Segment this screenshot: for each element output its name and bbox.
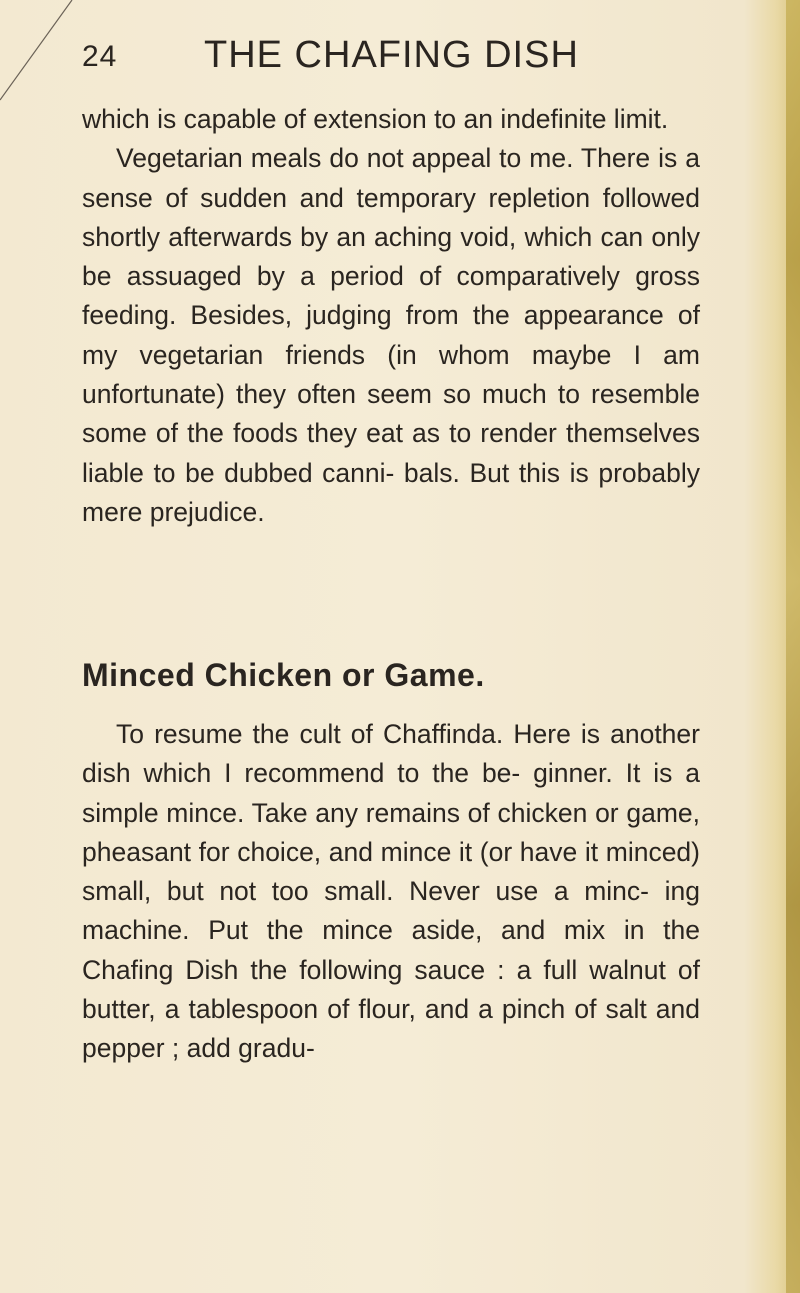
running-head: THE CHAFING DISH (204, 34, 579, 76)
page-header (82, 34, 702, 84)
paragraph-vegetarian: Vegetarian meals do not appeal to me. There is a sense of sudden and temporary repletion followed shortly afterwards by an aching void, which can only be assuaged by a period of comparatively gross feeding. Besides, judging from the appearance of my vegetarian friends (in whom maybe I am unfortunate) they often seem so much to resemble some of the foods they eat as to render themselves liable to be dubbed canni- bals. But this is probably mere prejudice. (82, 143, 700, 527)
page-corner-mark (0, 0, 80, 110)
paragraph-recipe: To resume the cult of Chaffinda. Here is another dish which I recommend to the be- ginner. It is a simple mince. Take any remains of chicken or game, pheasant for choice, and mince it (or have it minced) small, but not too small. Never use a minc- ing machine. Put the mince aside, and mix in the Chafing Dish the following sauce : a full walnut of butter, a tablespoon of flour, and a pinch of salt and pepper ; add gradu- (82, 719, 700, 1064)
section-heading: Minced Chicken or Game. (82, 657, 485, 693)
page-edge-shadow (786, 0, 800, 1293)
text-block-recipe (82, 715, 700, 1069)
page-number: 24 (82, 40, 118, 73)
text-block-top (82, 100, 700, 532)
paragraph-continued: which is capable of extension to an indefinite limit. (82, 104, 669, 134)
